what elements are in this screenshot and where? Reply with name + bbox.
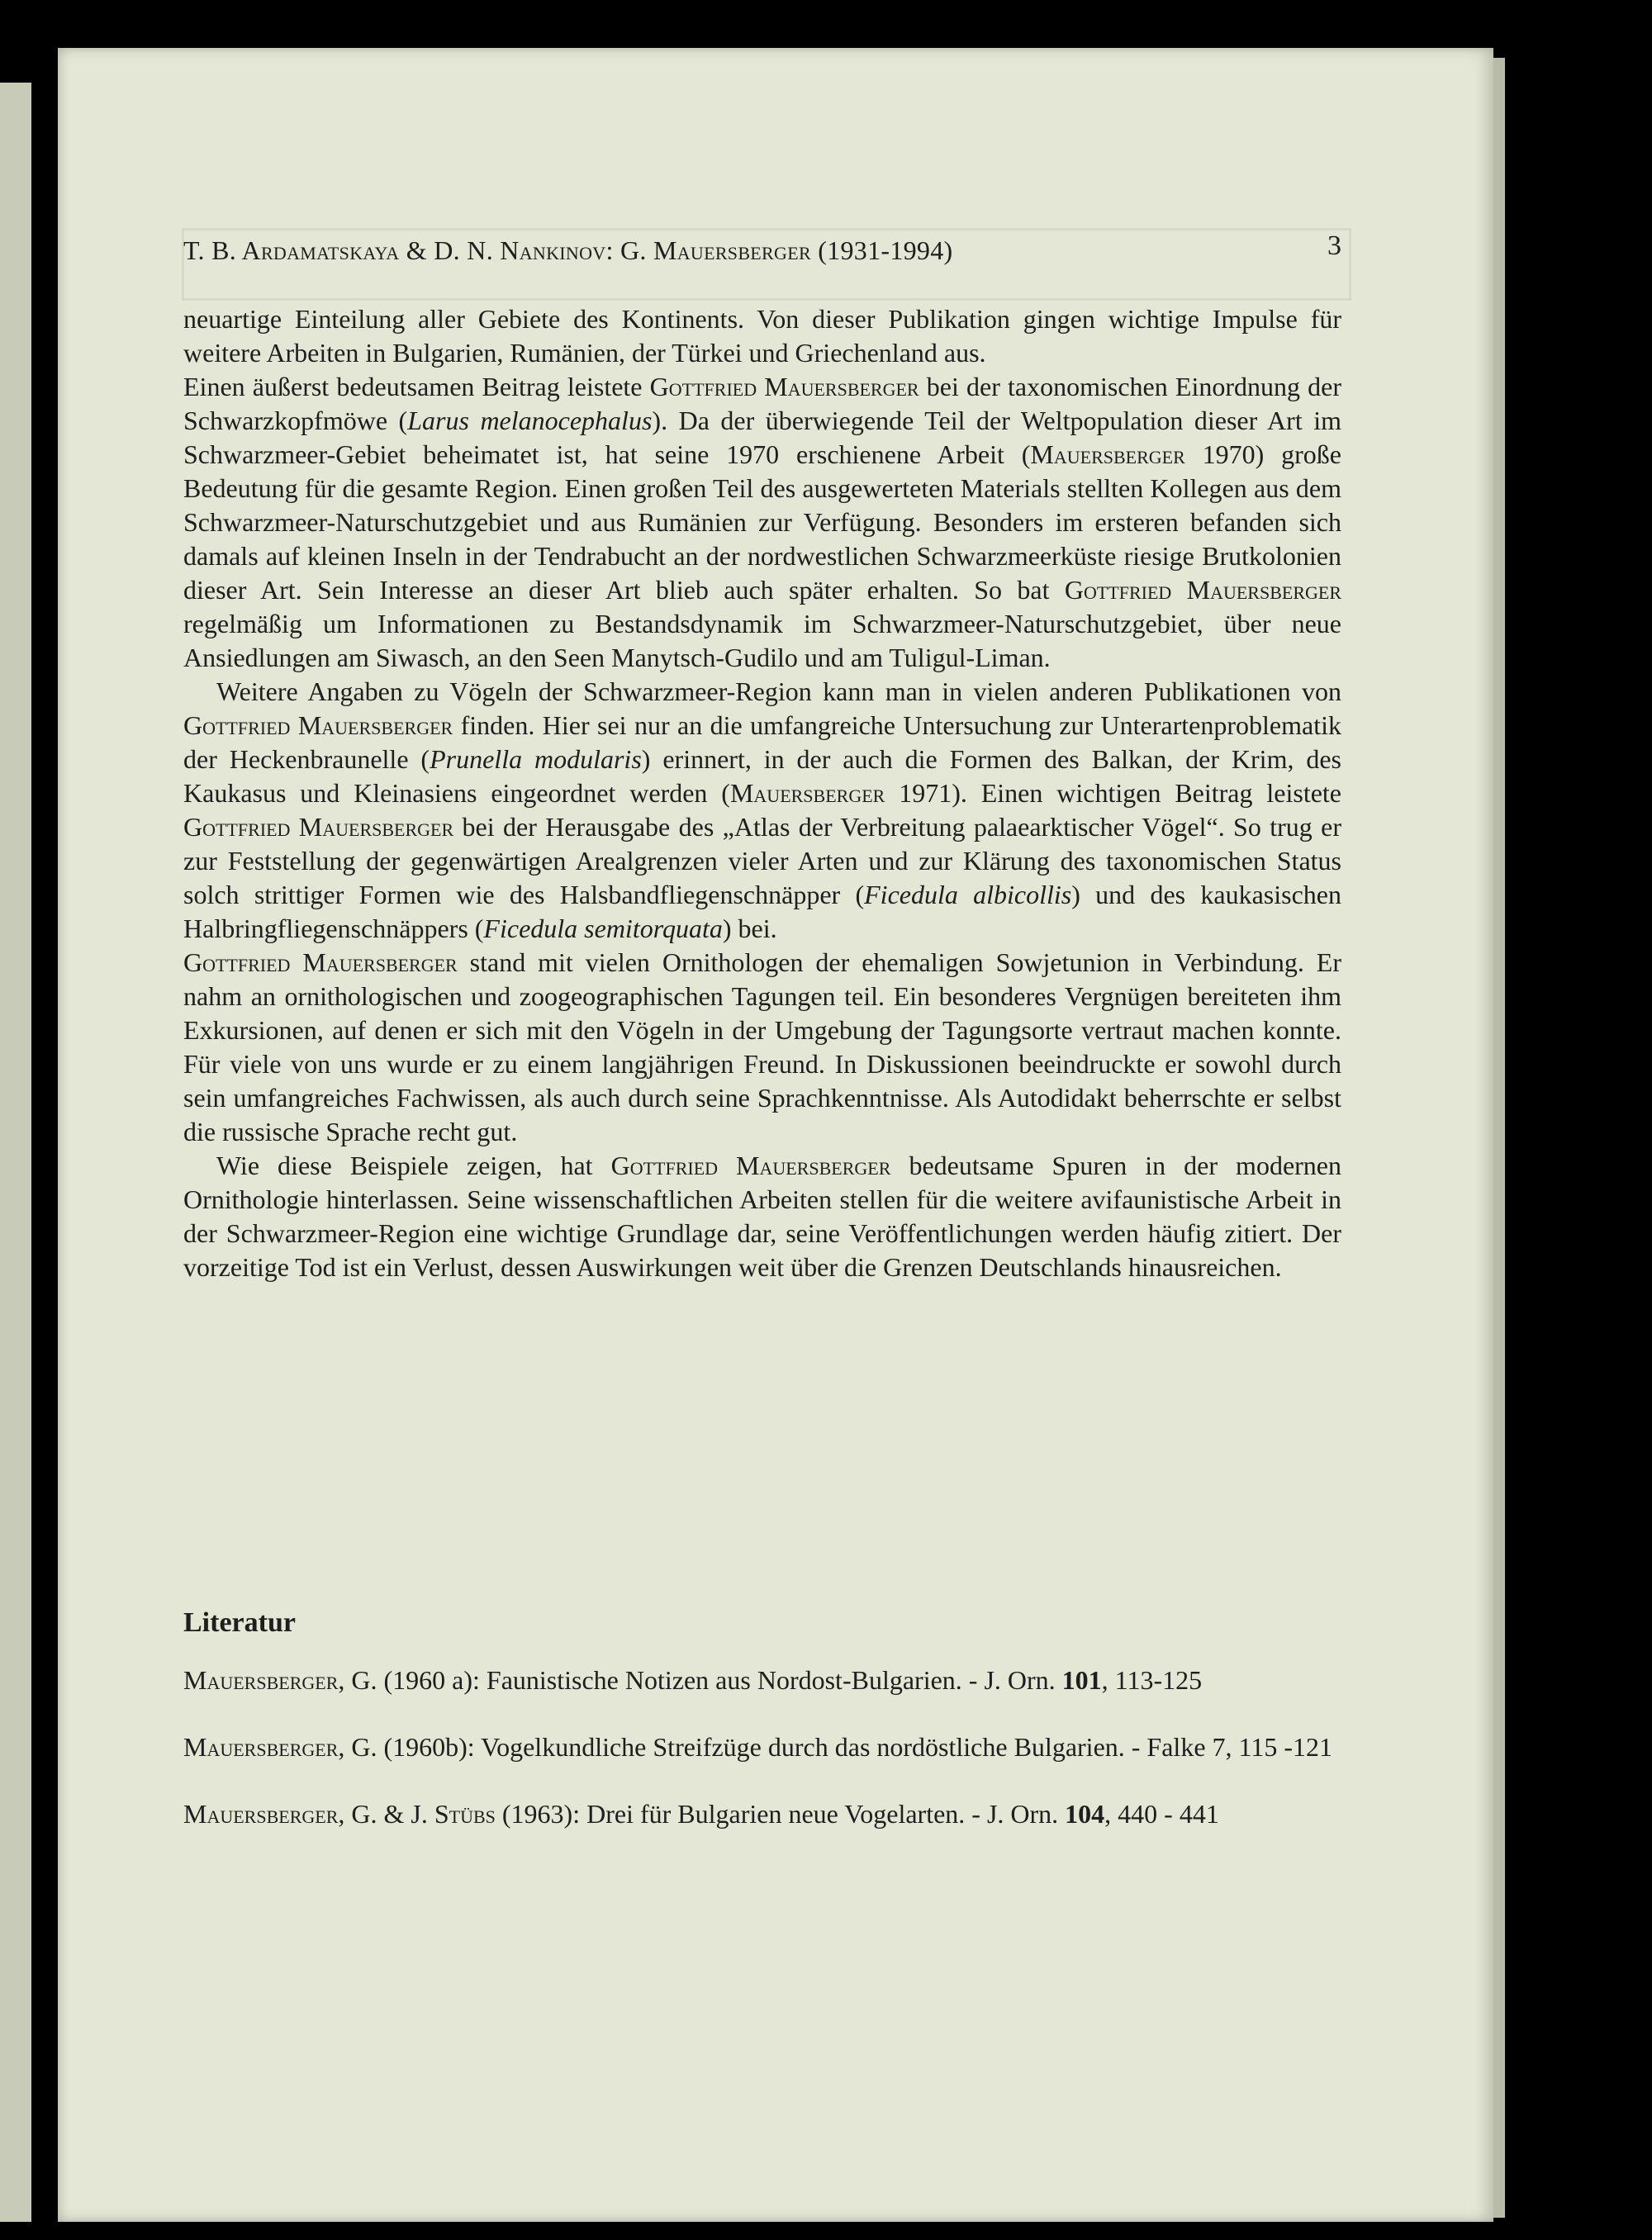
text-run: , 113-125: [1101, 1665, 1203, 1695]
text-run: bei der taxonomischen Einordnung der Schwarzkopfmöwe (: [183, 372, 1341, 435]
text-run: neuartige Einteilung aller Gebiete des Kontinents. Von dieser Publikation gingen wichtige Impulse für weitere Arbeiten in Bulgarien, Rumänien, der Türkei und Griechenland aus.: [183, 304, 1341, 368]
paragraph-3: [183, 675, 1341, 946]
text-run: ) erinnert, in der auch die Formen des Balkan, der Krim, des Kaukasus und Kleinasiens eingeordnet werden (: [183, 744, 1342, 808]
reference-author: Mauersberger: [183, 1799, 339, 1829]
text-run: , G. (1960b): Vogelkundliche Streifzüge durch das nordöstliche Bulgarien. - Falke 7, 115 -121: [338, 1732, 1332, 1762]
text-run: 1970) große Bedeutung für die gesamte Region. Einen großen Teil des ausgewerteten Materials stellten Kollegen aus dem Schwarzmeer-Naturschutzgebiet und aus Rumänien zur Verfügung. Besonders im ersteren befanden sich damals auf kleinen Inseln in der Tendrabucht an der nordwestlichen Schwarzmeerküste riesige Brutkolonien dieser Art. Sein Interesse an dieser Art blieb auch später erhalten. So bat: [183, 439, 1342, 605]
author-name: Gottfried Mauersberger: [610, 1151, 891, 1180]
reference-author: Mauersberger: [183, 1732, 339, 1762]
text-run: , 440 - 441: [1104, 1799, 1219, 1829]
author-name: Mauersberger: [729, 778, 885, 808]
text-run: Weitere Angaben zu Vögeln der Schwarzmeer-Region kann man in vielen anderen Publikationen von: [216, 676, 1341, 706]
text-run: (1963): Drei für Bulgarien neue Vogelarten. - J. Orn.: [495, 1799, 1066, 1829]
reference-item: [183, 1730, 1350, 1764]
page-edge: [1493, 58, 1505, 2218]
text-run: ) und des kaukasischen Halbringfliegenschnäppers (: [183, 880, 1342, 943]
author-name: Mauersberger: [1030, 439, 1185, 469]
text-run: Wie diese Beispiele zeigen, hat: [216, 1151, 611, 1180]
author-name: Gottfried Mauersberger: [649, 372, 919, 401]
text-run: 1971). Einen wichtigen Beitrag leistete: [885, 778, 1342, 808]
running-header: [183, 230, 1341, 272]
volume-number: 104: [1065, 1799, 1105, 1829]
text-run: Einen äußerst bedeutsamen Beitrag leistete: [183, 372, 650, 401]
text-run: regelmäßig um Informationen zu Bestandsdynamik im Schwarzmeer-Naturschutzgebiet, über neue Ansiedlungen am Siwasch, an den Seen Manytsch-Gudilo und am Tuligul-Liman.: [183, 609, 1341, 672]
text-run: , G. (1960 a): Faunistische Notizen aus Nordost-Bulgarien. - J. Orn.: [338, 1665, 1062, 1695]
author-name: Gottfried Mauersberger: [183, 812, 454, 842]
body-text: [183, 302, 1341, 1284]
reference-author: Mauersberger: [183, 1665, 339, 1695]
reference-item: [183, 1797, 1350, 1831]
text-run: bedeutsame Spuren in der modernen Ornithologie hinterlassen. Seine wissenschaftlichen Arbeiten stellen für die weitere avifaunistische Arbeit in der Schwarzmeer-Region eine wichtige Grundlage dar, seine Veröffentlichungen werden häufig zitiert. Der vorzeitige Tod ist ein Verlust, dessen Auswirkungen weit über die Grenzen Deutschlands hinausreichen.: [183, 1151, 1341, 1282]
author-name: Gottfried Mauersberger: [183, 947, 458, 977]
running-title: T. B. Ardamatskaya & D. N. Nankinov: G. Mauersberger (1931-1994): [183, 235, 953, 265]
author-name: Gottfried Mauersberger: [183, 710, 453, 740]
reference-list: [183, 1663, 1350, 1864]
species-name: Ficedula semitorquata: [483, 914, 723, 943]
volume-number: 101: [1061, 1665, 1102, 1695]
paragraph-5: [183, 1149, 1341, 1284]
text-run: ). Da der überwiegende Teil der Weltpopulation dieser Art im Schwarzmeer-Gebiet beheimatet ist, hat seine 1970 erschienene Arbeit (: [183, 406, 1342, 469]
author-name: Gottfried Mauersberger: [1064, 575, 1341, 605]
species-name: Ficedula albicollis: [864, 880, 1072, 909]
reference-item: [183, 1663, 1350, 1697]
paragraph-2: [183, 370, 1341, 675]
species-name: Prunella modularis: [430, 744, 642, 774]
text-run: finden. Hier sei nur an die umfangreiche Untersuchung zur Unterartenproblematik der Heckenbraunelle (: [183, 710, 1341, 774]
text-run: ) bei.: [722, 914, 777, 943]
text-run: , G. & J.: [338, 1799, 434, 1829]
paragraph-4: [183, 946, 1341, 1149]
page-number: 3: [1327, 230, 1341, 261]
paragraph-1: [183, 302, 1341, 370]
reference-author: Stübs: [434, 1799, 496, 1829]
literature-heading: Literatur: [183, 1607, 296, 1638]
text-run: bei der Herausgabe des „Atlas der Verbreitung palaearktischer Vögel“. So trug er zur Feststellung der gegenwärtigen Arealgrenzen vieler Arten und zur Klärung des taxonomischen Status solch strittiger Formen wie des Halsbandfliegenschnäpper (: [183, 812, 1341, 909]
adjacent-page-edge: [0, 83, 31, 2222]
text-run: stand mit vielen Ornithologen der ehemaligen Sowjetunion in Verbindung. Er nahm an ornithologischen und zoogeographischen Tagungen teil. Ein besonderes Vergnügen bereiteten ihm Exkursionen, auf denen er sich mit den Vögeln in der Umgebung der Tagungsorte vertraut machen konnte. Für viele von uns wurde er zu einem langjährigen Freund. In Diskussionen beeindruckte er sowohl durch sein umfangreiches Fachwissen, als auch durch seine Sprachkenntnisse. Als Autodidakt beherrschte er selbst die russische Sprache recht gut.: [183, 947, 1341, 1146]
species-name: Larus melanocephalus: [407, 406, 653, 435]
